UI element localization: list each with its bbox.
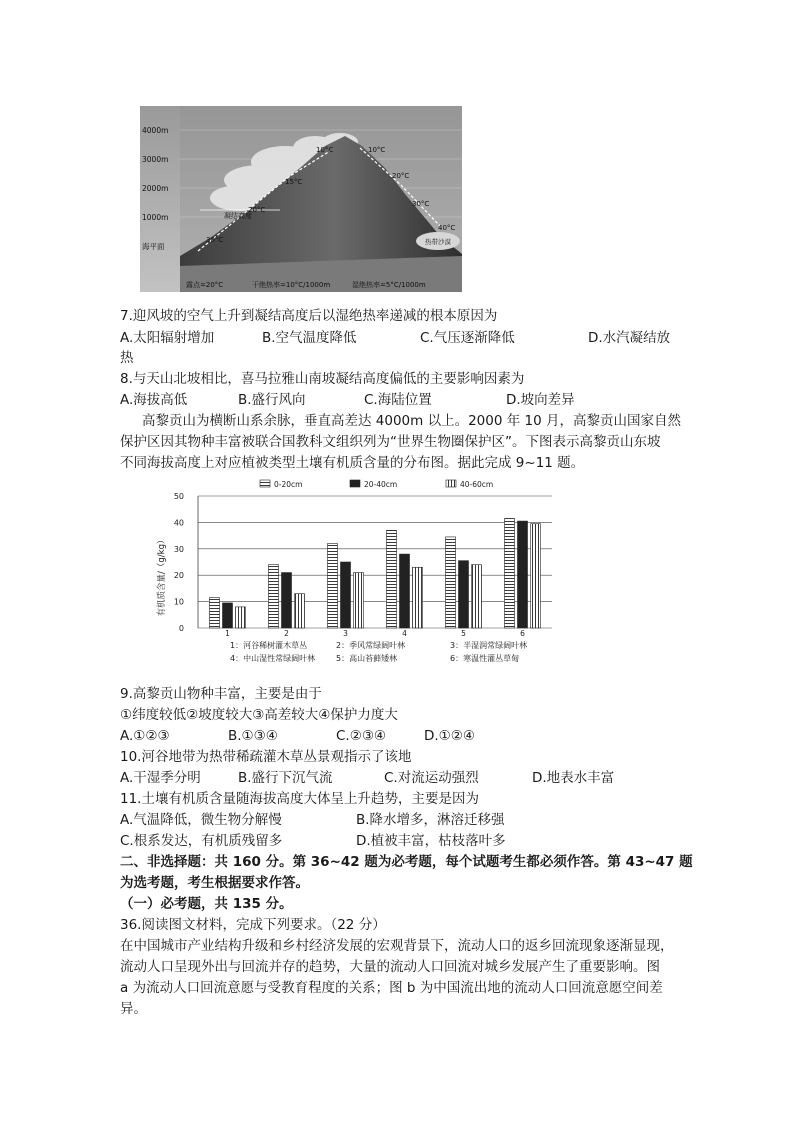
x-tick-label: 4 [402, 629, 407, 638]
chart-y-ticks [174, 492, 184, 633]
q7-stem: 7.迎风坡的空气上升到凝结高度后以湿绝热率递减的根本原因为 [120, 308, 498, 324]
q11-option-b[interactable]: B.降水增多，淋溶迁移强 [356, 812, 505, 828]
bar [295, 594, 305, 628]
chart-y-axis-label: 有机质含量/（g/kg） [157, 535, 167, 617]
q36-line-4: 异。 [120, 1001, 147, 1017]
altitude-label-1000: 1000m [142, 213, 169, 222]
x-tick-label: 6 [520, 629, 525, 638]
temp-right-1: 10°C [368, 146, 386, 154]
category-note: 5：高山苔藓矮林 [336, 654, 398, 663]
x-tick-label: 3 [343, 629, 348, 638]
altitude-label-2000: 2000m [142, 184, 169, 193]
q7-option-c[interactable]: C.气压逐渐降低 [420, 330, 515, 346]
q10-option-a[interactable]: A.干湿季分明 [120, 770, 201, 786]
bar [236, 607, 246, 628]
bar [472, 565, 482, 628]
x-tick-label: 1 [225, 629, 230, 638]
y-tick-label: 20 [173, 571, 184, 581]
passage-line-1: 高黎贡山为横断山系余脉，垂直高差达 4000m 以上。2000 年 10 月，高黎贡山国家自然 [142, 413, 681, 429]
organic-matter-bar-chart [150, 478, 562, 672]
dew-point-label: 露点=20°C [186, 281, 224, 289]
desert-label: 热带沙漠 [425, 238, 451, 246]
bar [400, 554, 410, 628]
legend-swatch [446, 480, 456, 487]
condensation-label: 凝结高度 [224, 212, 252, 220]
passage-line-3: 不同海拔高度上对应植被类型土壤有机质含量的分布图。据此完成 9~11 题。 [120, 455, 585, 471]
q8-option-b[interactable]: B.盛行风向 [238, 392, 306, 408]
temp-left-4: 30°C [206, 236, 224, 244]
legend-swatch [260, 480, 270, 487]
category-note: 6：寒温性灌丛草甸 [450, 654, 520, 663]
q9-option-b[interactable]: B.①③④ [228, 728, 278, 744]
legend-label: 40-60cm [460, 480, 494, 489]
bar [531, 524, 541, 628]
q36-line-1: 在中国城市产业结构升级和乡村经济发展的宏观背景下，流动人口的返乡回流现象逐渐显现， [120, 938, 674, 954]
q8-option-d[interactable]: D.坡向差异 [506, 392, 575, 408]
section2-heading-line-1: 二、非选择题：共 160 分。第 36~42 题为必考题，每个试题考生都必须作答。第 43~47 题 [120, 854, 693, 870]
q11-option-a[interactable]: A.气温降低，微生物分解慢 [120, 812, 282, 828]
q9-items: ①纬度较低②坡度较大③高差较大④保护力度大 [120, 707, 398, 723]
bar [518, 521, 528, 628]
y-tick-label: 40 [173, 518, 184, 528]
category-note: 2：季风常绿阔叶林 [336, 641, 406, 650]
temp-left-3: 20°C [248, 206, 266, 214]
temp-right-3: 30°C [412, 200, 430, 208]
section2-heading-line-2: 为选考题，考生根据要求作答。 [120, 875, 309, 891]
q8-stem: 8.与天山北坡相比，喜马拉雅山南坡凝结高度偏低的主要影响因素为 [120, 371, 525, 387]
bar [446, 537, 456, 628]
q7-option-a[interactable]: A.太阳辐射增加 [120, 330, 215, 346]
y-tick-label: 0 [178, 624, 184, 633]
mountain-climate-diagram [140, 106, 462, 292]
q9-option-d[interactable]: D.①②④ [424, 728, 475, 744]
q7-option-b[interactable]: B.空气温度降低 [262, 330, 357, 346]
legend-label: 0-20cm [274, 480, 303, 489]
chart-x-ticks [225, 629, 525, 638]
altitude-label-4000: 4000m [142, 126, 169, 135]
q9-stem: 9.高黎贡山物种丰富，主要是由于 [120, 686, 322, 702]
q11-option-d[interactable]: D.植被丰富，枯枝落叶多 [356, 833, 506, 849]
bar [354, 573, 364, 628]
q36-line-2: 流动人口呈现外出与回流并存的趋势，大量的流动人口回流对城乡发展产生了重要影响。图 [120, 959, 660, 975]
q10-option-b[interactable]: B.盛行下沉气流 [238, 770, 333, 786]
q7-option-d-cont: 热 [120, 350, 134, 366]
bar [269, 565, 279, 628]
y-tick-label: 10 [173, 597, 184, 607]
bar [223, 603, 233, 628]
category-note: 3：半湿润常绿阔叶林 [450, 641, 528, 650]
temp-left-2: 15°C [285, 178, 303, 186]
x-tick-label: 2 [284, 629, 289, 638]
bar [341, 562, 351, 628]
bar [328, 544, 338, 628]
chart-grid [198, 496, 552, 628]
q11-stem: 11.土壤有机质含量随海拔高度大体呈上升趋势，主要是因为 [120, 791, 479, 807]
chart-bars [210, 518, 541, 628]
q8-option-c[interactable]: C.海陆位置 [364, 392, 432, 408]
category-note: 1：河谷稀树灌木草丛 [230, 641, 308, 650]
q10-option-d[interactable]: D.地表水丰富 [532, 770, 615, 786]
temp-left-1: 10°C [316, 146, 334, 154]
q9-option-c[interactable]: C.②③④ [336, 728, 387, 744]
wet-rate-label: 湿绝热率=5°C/1000m [352, 281, 426, 289]
chart-legend [260, 480, 493, 489]
q7-option-d[interactable]: D.水汽凝结放 [588, 330, 671, 346]
category-note: 4：中山湿性常绿阔叶林 [230, 654, 316, 663]
bar [210, 598, 220, 628]
q10-option-c[interactable]: C.对流运动强烈 [384, 770, 479, 786]
q36-line-3: a 为流动人口回流意愿与受教育程度的关系；图 b 为中国流出地的流动人口回流意愿空间差 [120, 980, 663, 996]
bar [282, 573, 292, 628]
bar [413, 567, 423, 628]
y-tick-label: 50 [173, 492, 184, 501]
bar [505, 518, 515, 628]
x-tick-label: 5 [461, 629, 466, 638]
q9-option-a[interactable]: A.①②③ [120, 728, 170, 744]
passage-line-2: 保护区因其物种丰富被联合国教科文组织列为“世界生物圈保护区”。下图表示高黎贡山东坡 [120, 434, 661, 450]
q8-option-a[interactable]: A.海拔高低 [120, 392, 188, 408]
temp-right-4: 40°C [438, 224, 456, 232]
altitude-label-3000: 3000m [142, 155, 169, 164]
legend-swatch [350, 480, 360, 487]
bar [387, 530, 397, 628]
altitude-label-sea: 海平面 [142, 242, 165, 251]
temp-right-2: 20°C [392, 172, 410, 180]
section2-subheading: （一）必考题，共 135 分。 [120, 896, 293, 912]
dry-rate-label: 干绝热率=10°C/1000m [252, 281, 331, 289]
bar [459, 561, 469, 628]
q11-option-c[interactable]: C.根系发达，有机质残留多 [120, 833, 283, 849]
q36-stem: 36.阅读图文材料，完成下列要求。（22 分） [120, 917, 386, 933]
chart-category-notes [230, 640, 527, 663]
y-tick-label: 30 [173, 544, 184, 554]
legend-label: 20-40cm [364, 480, 398, 489]
q10-stem: 10.河谷地带为热带稀疏灌木草丛景观指示了该地 [120, 749, 412, 765]
